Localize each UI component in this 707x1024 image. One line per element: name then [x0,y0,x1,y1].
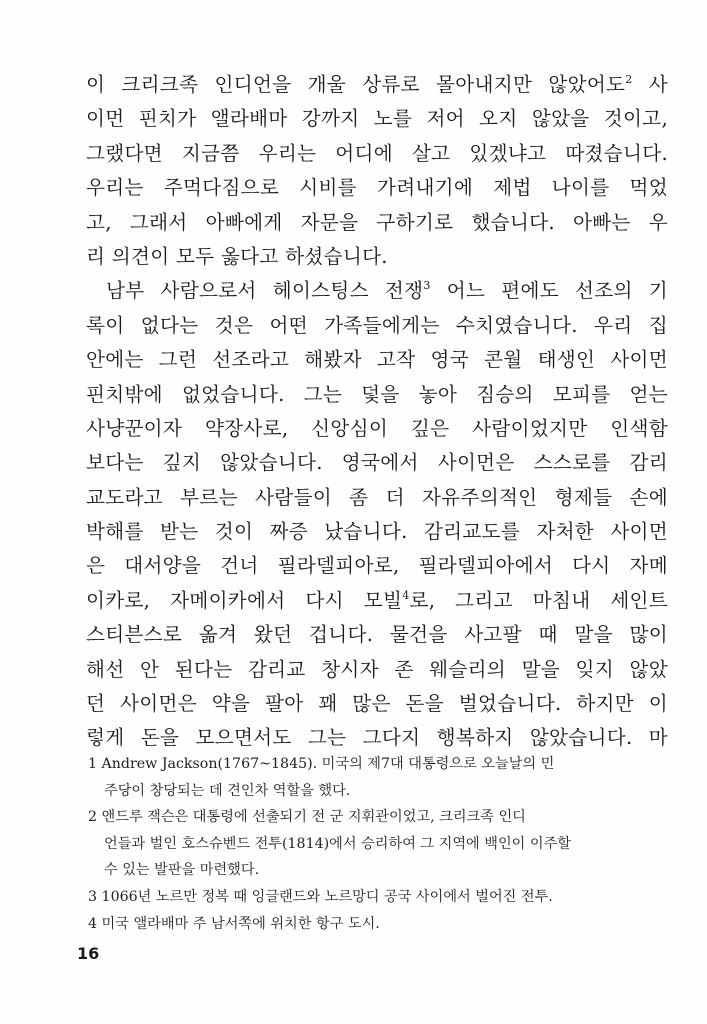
text-line: 그랬다면 지금쯤 우리는 어디에 살고 있겠냐고 따졌습니다. [86,141,668,165]
footnote-line: 1 Andrew Jackson(1767~1845). 미국의 제7대 대통령으로 오늘날의 민 [88,756,555,772]
page-number: 16 [77,944,100,963]
text-line: 고, 그래서 아빠에게 자문을 구하기로 했습니다. 아빠는 우 [86,210,668,234]
footnote-line: 주당이 창당되는 데 견인차 역할을 했다. [104,782,351,799]
text-line: 이 크리크족 인디언을 개울 상류로 몰아내지만 않았어도$^2$ 사 [86,73,668,96]
footnote-line: 4 미국 앨라배마 주 남서쪽에 위치한 항구 도시. [88,915,380,932]
footnote-1 [88,751,668,804]
footnote-line: 수 있는 발판을 마련했다. [104,862,260,879]
text-line: 박해를 받는 것이 짜증 났습니다. 감리교도를 자처한 사이먼 [86,520,668,544]
footnote-line: 3 1066년 노르만 정복 때 잉글랜드와 노르망디 공국 사이에서 벌어진 전투. [88,888,553,905]
body-text [86,68,668,756]
text-line: 남부 사람으로서 헤이스팅스 전쟁$^3$ 어느 편에도 선조의 기 [106,279,668,303]
text-line: 해선 안 된다는 감리교 창시자 존 웨슬리의 말을 잊지 않았 [86,657,668,681]
text-line: 이먼 핀치가 앨라배마 강까지 노를 저어 오지 않았을 것이고, [86,107,668,131]
text-line: 우리는 주먹다짐으로 시비를 가려내기에 제법 나이를 먹었 [86,176,668,200]
text-line: 렇게 돈을 모으면서도 그는 그다지 행복하지 않았습니다. 마 [86,726,668,750]
text-line: 이카로, 자메이카에서 다시 모빌$^4$로, 그리고 마침내 세인트 [86,588,668,612]
footnote-4 [88,911,668,938]
text-line: 보다는 깊지 않았습니다. 영국에서 사이먼은 스스로를 감리 [86,451,668,475]
footnote-2 [88,804,668,884]
text-line: 던 사이먼은 약을 팔아 꽤 많은 돈을 벌었습니다. 하지만 이 [86,692,668,716]
text-line: 핀치밖에 없었습니다. 그는 덫을 놓아 짐승의 모피를 얻는 [86,382,668,406]
footnote-marker-3[interactable]: 3 [423,279,431,293]
text-line: 은 대서양을 건너 필라델피아로, 필라델피아에서 다시 자메 [86,554,668,578]
text-line: 리 의견이 모두 옳다고 하셨습니다. [86,244,388,268]
footnote-marker-4[interactable]: 4 [402,588,410,602]
footnote-3 [88,884,668,911]
text-line: 록이 없다는 것은 어떤 가족들에게는 수치였습니다. 우리 집 [86,313,668,337]
footnotes [88,751,668,937]
text-line: 스티븐스로 옮겨 왔던 겁니다. 물건을 사고팔 때 말을 많이 [86,623,668,647]
text-line: 사냥꾼이자 약장사로, 신앙심이 깊은 사람이었지만 인색함 [86,416,668,440]
text-line: 교도라고 부르는 사람들이 좀 더 자유주의적인 형제들 손에 [86,485,668,509]
footnote-line: 2 앤드루 잭슨은 대통령에 선출되기 전 군 지휘관이었고, 크리크족 인디 [88,809,526,826]
footnote-line: 언들과 벌인 호스슈벤드 전투(1814)에서 승리하여 그 지역에 백인이 이주할 [104,835,572,852]
footnote-marker-2[interactable]: 2 [625,73,633,86]
text-line: 안에는 그런 선조라고 해봤자 고작 영국 콘월 태생인 사이먼 [86,348,668,372]
